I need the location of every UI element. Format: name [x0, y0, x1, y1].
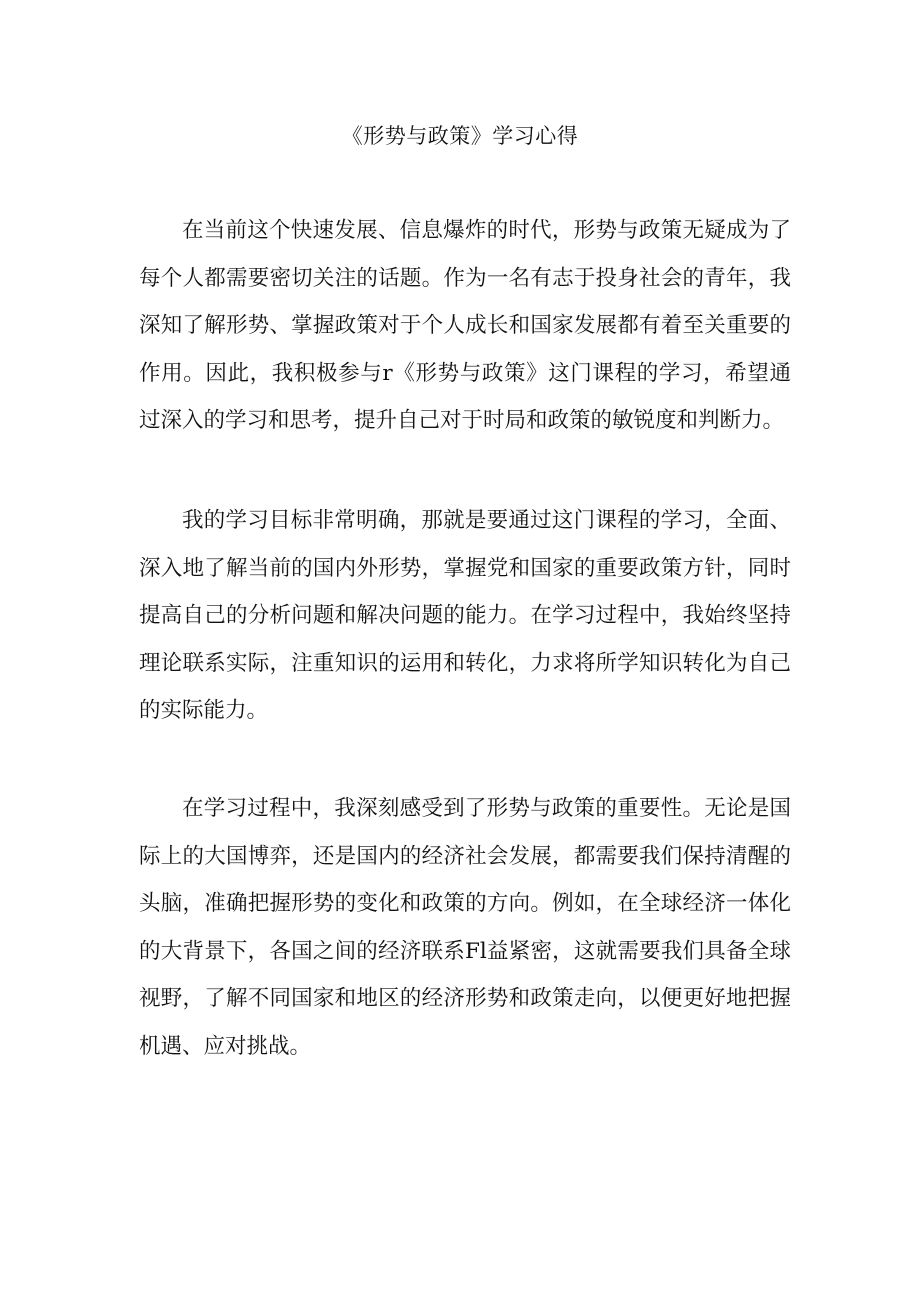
- paragraph-1: 在当前这个快速发展、信息爆炸的时代，形势与政策无疑成为了每个人都需要密切关注的话题。作为一名有志于投身社会的青年，我深知了解形势、掌握政策对于个人成长和国家发展都有着至关重要的作用。因此，我积极参与r《形势与政策》这门课程的学习，希望通过深入的学习和思考，提升自己对于时局和政策的敏锐度和判断力。: [139, 218, 791, 433]
- document-title: 《形势与政策》学习心得: [341, 124, 579, 148]
- paragraph-3: 在学习过程中，我深刻感受到了形势与政策的重要性。无论是国际上的大国博弈，还是国内的经济社会发展，都需要我们保持清醒的头脑，准确把握形势的变化和政策的方向。例如，在全球经济一体化的大背景下，各国之间的经济联系Fl益紧密，这就需要我们具备全球视野，了解不同国家和地区的经济形势和政策走向，以便更好地把握机遇、应对挑战。: [139, 796, 791, 1059]
- paragraph-2: 我的学习目标非常明确，那就是要通过这门课程的学习，全面、深入地了解当前的国内外形势，掌握党和国家的重要政策方针，同时提高自己的分析问题和解决问题的能力。在学习过程中，我始终坚持理论联系实际，注重知识的运用和转化，力求将所学知识转化为自己的实际能力。: [139, 508, 791, 723]
